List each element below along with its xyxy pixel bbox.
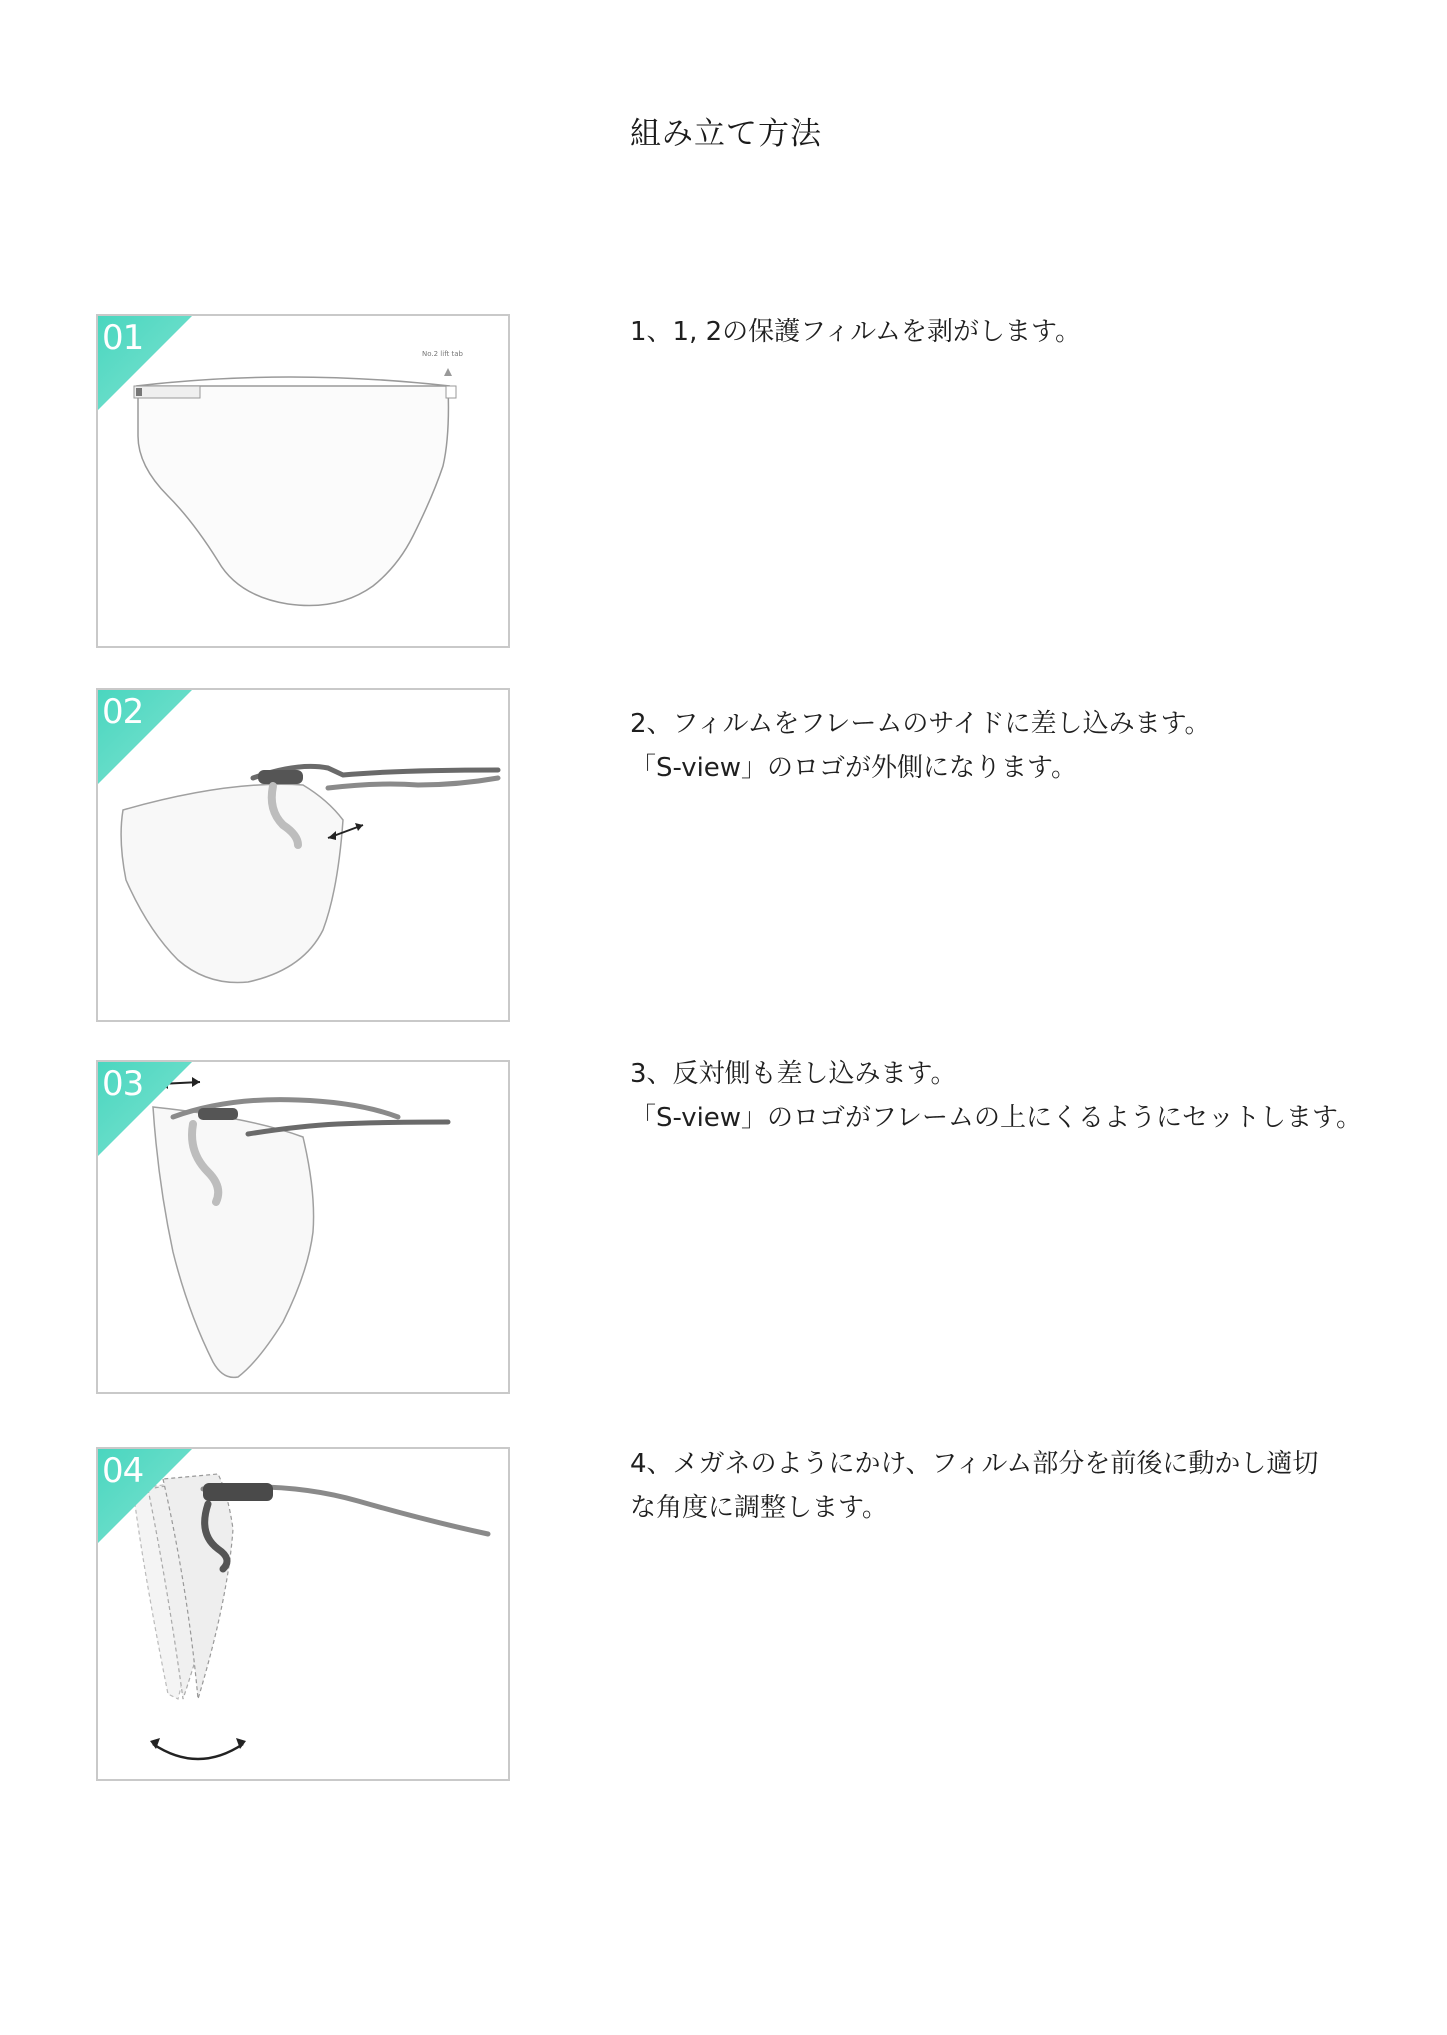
lift-tab-label: No.2 lift tab: [422, 350, 463, 358]
curved-double-arrow-icon: [153, 1744, 243, 1759]
step-2-text: [630, 702, 1390, 790]
face-shield-flat-illustration: [98, 316, 508, 646]
step-2-number: 02: [102, 692, 144, 732]
step-3-text: [630, 1052, 1390, 1140]
step-1-figure: [96, 314, 510, 648]
step-1-line-1: 1、1, 2の保護フィルムを剥がします。: [630, 317, 1081, 347]
step-3-number: 03: [102, 1064, 144, 1104]
page-title: 組み立て方法: [630, 116, 822, 152]
step-4-number: 04: [102, 1451, 144, 1491]
step-1-text: [630, 310, 1390, 354]
step-2-line-1: 2、フィルムをフレームのサイドに差し込みます。: [630, 709, 1211, 739]
step-2-line-2: 「S-view」のロゴが外側になります。: [630, 753, 1077, 783]
opposite-side-insert-illustration: [98, 1062, 508, 1392]
lift-tab-arrow-icon: [444, 368, 452, 376]
step-4-line-2: な角度に調整します。: [630, 1493, 888, 1523]
step-3-line-2: 「S-view」のロゴがフレームの上にくるようにセットします。: [630, 1103, 1362, 1133]
step-3-line-1: 3、反対側も差し込みます。: [630, 1059, 957, 1089]
step-1-number: 01: [102, 318, 144, 358]
step-4-text: [630, 1442, 1390, 1530]
angle-adjust-illustration: [98, 1449, 508, 1779]
film-insert-illustration: [98, 690, 508, 1020]
step-2-figure: [96, 688, 510, 1022]
step-3-figure: [96, 1060, 510, 1394]
step-4-figure: [96, 1447, 510, 1781]
step-4-line-1: 4、メガネのようにかけ、フィルム部分を前後に動かし適切: [630, 1449, 1319, 1479]
